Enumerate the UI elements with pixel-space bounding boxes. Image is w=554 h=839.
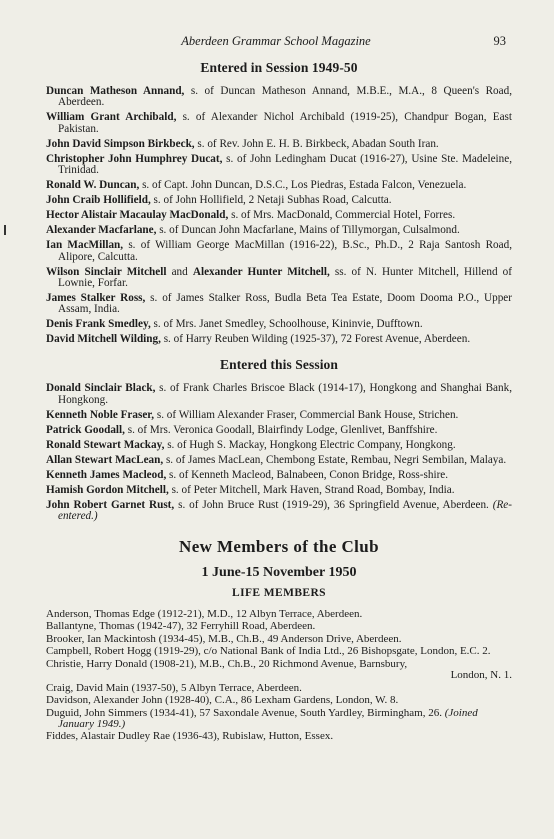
student-entry [46,240,512,263]
section-heading-1949: Entered in Session 1949-50 [200,60,358,75]
member-entry [46,609,512,620]
student-name: Ronald W. Duncan, [46,179,140,192]
student-name: Kenneth Noble Fraser, [46,408,155,421]
margin-mark [4,225,6,235]
student-entry [46,470,512,481]
member-entry [46,621,512,632]
member-note: (Joined January 1949.) [58,706,478,730]
student-name: David Mitchell Wilding, [46,333,161,346]
member-entry [46,634,512,645]
student-entry [46,293,512,316]
student-details: s. of Kenneth Macleod, Balnabeen, Conon Bridge, Ross-shire. [166,468,449,481]
student-entry [46,195,512,206]
student-name: Ronald Stewart Mackay, [46,438,165,451]
student-details: s. of Alexander Nichol Archibald (1919-25), Chandpur Bogan, East Pakistan. [58,111,512,135]
student-details: s. of Hugh S. Mackay, Hongkong Electric Company, Hongkong. [164,438,456,451]
student-entry [46,154,512,177]
student-details: s. of William George MacMillan (1916-22), B.Sc., Ph.D., 2 Raja Santosh Road, Alipore, Calcutta. [58,239,512,263]
life-members-list [46,609,512,743]
member-entry [46,708,512,730]
member-details: Ballantyne, Thomas (1942-47), 32 Ferryhill Road, Aberdeen. [46,620,316,633]
student-entry [46,112,512,135]
student-name: Patrick Goodall, [46,423,125,436]
student-entry [46,180,512,191]
student-details: s. of Duncan Matheson Annand, M.B.E., M.A., 8 Queen's Road, Aberdeen. [58,85,513,109]
member-details: Davidson, Alexander John (1928-40), C.A., 86 Lexham Gardens, London, W. 8. [46,694,399,707]
student-entry [46,334,512,345]
student-details: s. of James MacLean, Chembong Estate, Rembau, Negri Sembilan, Malaya. [163,453,507,466]
student-name: Donald Sinclair Black, [46,382,156,395]
entry-list-1949 [46,86,512,346]
student-entry [46,425,512,436]
member-entry [46,695,512,706]
student-name: Alexander Macfarlane, [46,224,157,237]
student-details: s. of William Alexander Fraser, Commercial Bank House, Strichen. [154,408,459,421]
student-details: s. of Mrs. Veronica Goodall, Blairfindy Lodge, Glenlivet, Banffshire. [124,423,438,436]
student-details: s. of John Hollifield, 2 Netaji Subhas Road, Calcutta. [150,194,392,207]
member-entry [46,683,512,694]
member-details: Fiddes, Alastair Dudley Rae (1936-43), Rubislaw, Hutton, Essex. [46,730,334,743]
student-name: William Grant Archibald, [46,111,177,124]
student-name: Duncan Matheson Annand, [46,85,185,97]
student-name: James Stalker Ross, [46,292,146,305]
page-content [46,58,512,744]
student-name: Hector Alistair Macaulay MacDonald, [46,209,229,222]
member-details: Campbell, Robert Hogg (1919-29), c/o National Bank of India Ltd., 26 Bishopsgate, London, E.C. 2. [46,645,491,658]
student-name: John David Simpson Birkbeck, [46,137,195,150]
student-entry [46,440,512,451]
student-name: Denis Frank Smedley, [46,318,151,331]
student-details: s. of James Stalker Ross, Budla Beta Tea Estate, Doom Dooma P.O., Upper Assam, India. [58,292,512,316]
student-entry [46,210,512,221]
student-details: s. of Frank Charles Briscoe Black (1914-17), Hongkong and Shanghai Bank, Hongkong. [58,382,512,406]
page-number: 93 [493,34,506,48]
student-entry [46,86,512,109]
member-entry [46,646,512,657]
member-details: Duguid, John Simmers (1934-41), 57 Saxondale Avenue, South Yardley, Birmingham, 26. [46,706,445,719]
student-name: Kenneth James Macleod, [46,468,167,481]
student-entry [46,383,512,406]
student-entry [46,225,512,236]
student-name: John Craib Hollifield, [46,194,151,207]
section-heading-this-session: Entered this Session [219,357,339,373]
member-details: Brooker, Ian Mackintosh (1934-45), M.B., Ch.B., 49 Anderson Drive, Aberdeen. [46,632,402,645]
student-entry [46,410,512,421]
student-entry [46,455,512,466]
club-heading: New Members of the Club [179,536,379,556]
student-name: Allan Stewart MacLean, [46,453,164,466]
member-entry [46,731,512,742]
student-details: and [166,265,193,278]
student-details: ss. of N. Hunter Mitchell, Hillend of Lownie, Forfar. [58,265,512,290]
student-name: Wilson Sinclair Mitchell [46,265,167,278]
student-entry [46,319,512,330]
entry-note: (Re-entered.) [58,498,512,523]
member-details: Anderson, Thomas Edge (1912-21), M.D., 12 Albyn Terrace, Aberdeen. [46,607,363,620]
student-details: s. of John Ledingham Ducat (1916-27), Usine Ste. Madeleine, Trinidad. [58,152,512,177]
student-details: s. of John Bruce Rust (1919-29), 36 Springfield Avenue, Aberdeen. [174,498,493,511]
student-details: s. of Mrs. MacDonald, Commercial Hotel, Forres. [228,209,456,222]
student-name: Christopher John Humphrey Ducat, [46,152,223,165]
student-details: s. of Rev. John E. H. B. Birkbeck, Abadan South Iran. [194,137,439,150]
student-name: Ian MacMillan, [46,239,124,252]
student-details: s. of Harry Reuben Wilding (1925-37), 72 Forest Avenue, Aberdeen. [160,333,471,346]
member-details: Craig, David Main (1937-50), 5 Albyn Terrace, Aberdeen. [46,681,302,694]
student-entry [46,500,512,523]
student-entry [46,485,512,496]
student-details: s. of Capt. John Duncan, D.S.C., Los Piedras, Estada Falcon, Venezuela. [139,179,467,192]
student-name: Alexander Hunter Mitchell, [192,265,330,278]
entry-list-this-session [46,383,512,522]
student-entry [46,139,512,150]
student-details: s. of Mrs. Janet Smedley, Schoolhouse, Kininvie, Dufftown. [150,318,423,331]
student-name: John Robert Garnet Rust, [46,498,175,511]
club-date-range: 1 June-15 November 1950 [201,564,357,580]
member-details: Christie, Harry Donald (1908-21), M.B., Ch.B., 20 Richmond Avenue, Barnsbury, [46,658,408,671]
student-entry [46,267,512,290]
member-entry [46,659,512,681]
member-details-continued: London, N. 1. [450,669,512,682]
student-details: s. of Duncan John Macfarlane, Mains of Tillymorgan, Culsalmond. [156,224,460,237]
life-members-heading: LIFE MEMBERS [232,586,326,599]
student-name: Hamish Gordon Mitchell, [46,483,169,496]
student-details: s. of Peter Mitchell, Mark Haven, Strand Road, Bombay, India. [168,483,455,496]
running-title: Aberdeen Grammar School Magazine [181,34,371,48]
